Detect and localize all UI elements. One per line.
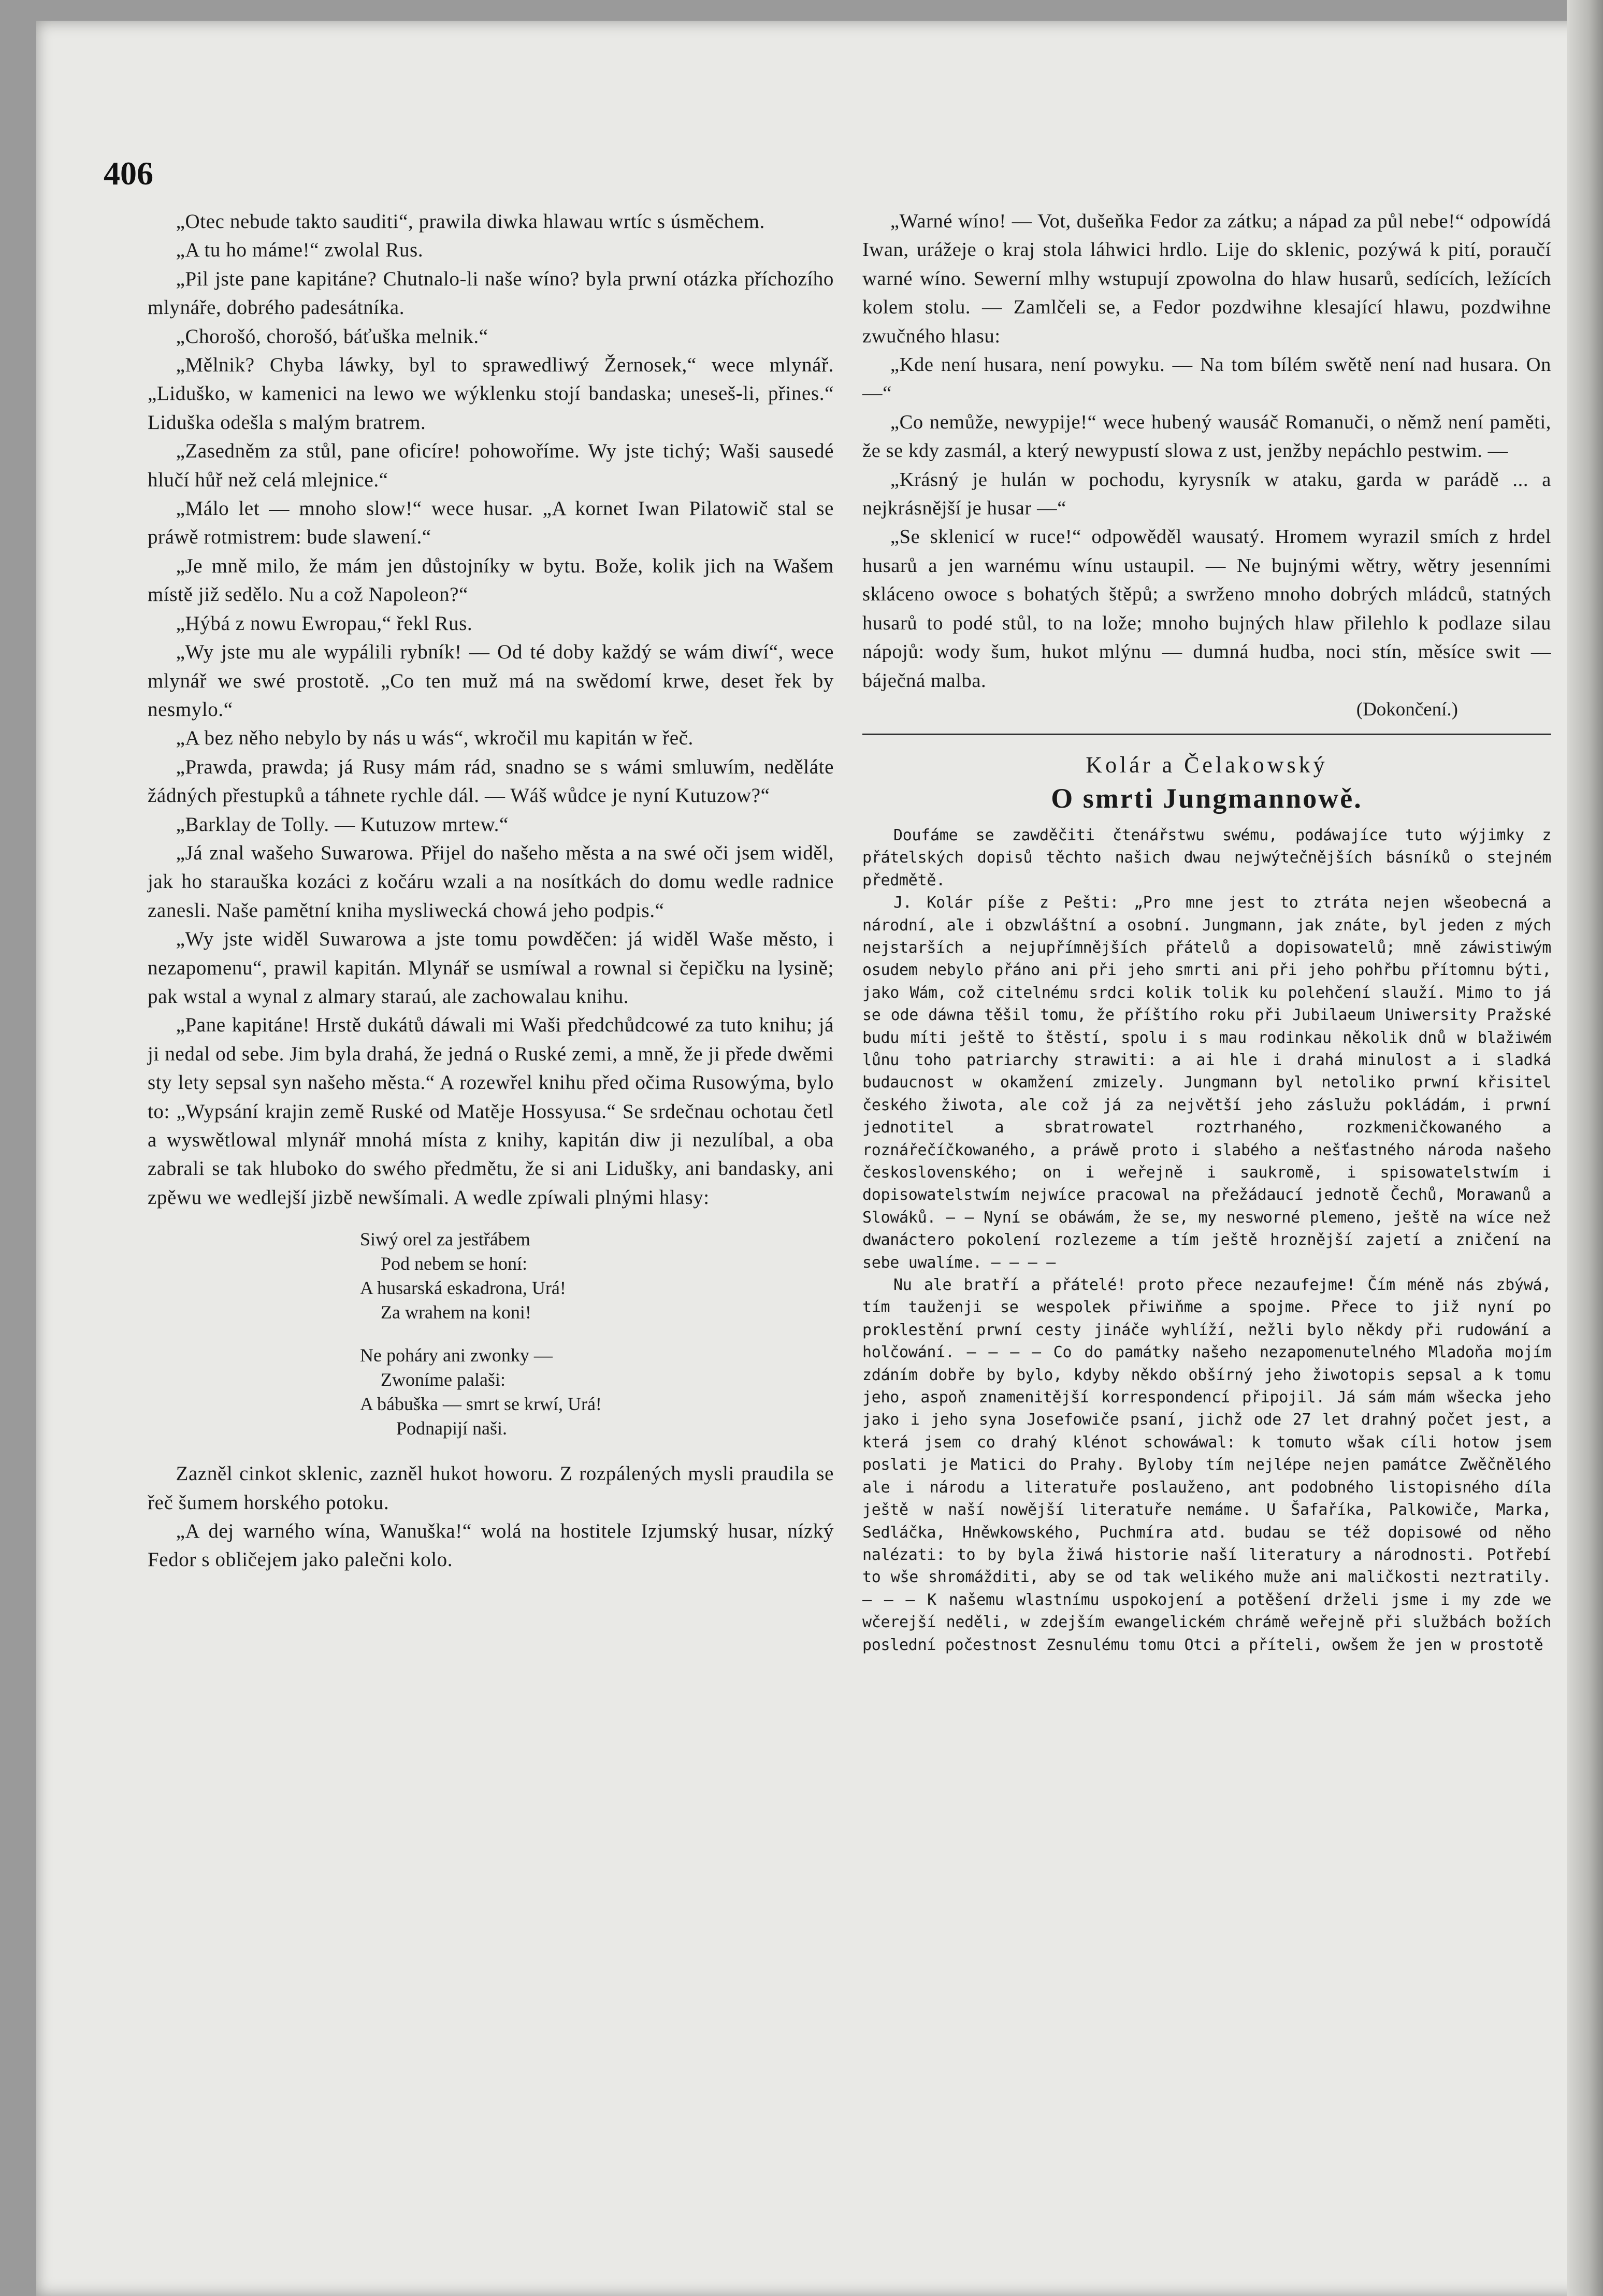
paragraph: Doufáme se zawděčiti čtenářstwu swému, podáwajíce tuto wýjimky z přátelských dopisů těchto našich dwau nejwýtečnějších básníků o stejném předmětě. [862,826,1551,889]
page-edge [1567,0,1603,2296]
poem-stanza [360,1227,834,1325]
poem-line: Ne poháry ani zwonky — [360,1345,553,1366]
left-column [148,207,834,1574]
poem-line: A husarská eskadrona, Urá! [360,1278,566,1299]
article-authors: Kolár a Čelakowský [1086,752,1328,778]
paragraph: „Já znal wašeho Suwarowa. Přijel do našeho města a na swé oči jsem widěl, jak ho starauška kozáci z kočáru wzali a na nosítkách do domu wedle radnice zanesli. Naše pamětní kniha mysliwecká chowá jeho podpis.“ [148,841,834,922]
paragraph: „Prawda, prawda; já Rusy mám rád, snadno se s wámi smluwím, neděláte žádných přestupků a táhnete rychle dál. — Wáš wůdce je nyní Kutuzow?“ [148,755,834,807]
paragraph: „A bez něho nebylo by nás u wás“, wkročil mu kapitán w řeč. [176,727,694,750]
paragraph: „Se sklenicí w ruce!“ odpowěděl wausatý. Hromem wyrazil smích z hrdel husarů a jen warnému wínu ustaupil. — Ne bujnými wětry, wětry jesenními skláceno owoce s bohatých štěpů; a swrženo mnoho dobrých mládců, statných husarů to podé stůl, to na lože; mnoho bujných hlaw přilehlo k podlaze silau nápojů: wody šum, hukot mlýnu — dumná hudba, noci stín, měsíce swit — báječná malba. [862,526,1551,692]
paragraph: „Otec nebude takto sauditi“, prawila diwka hlawau wrtíc s úsměchem. [176,210,765,233]
paragraph: „A dej warného wína, Wanuška!“ wolá na hostitele Izjumský husar, nízký Fedor s obličejem jako palečni kolo. [148,1520,834,1571]
paragraph: Zazněl cinkot sklenic, zazněl hukot howoru. Z rozpálených mysli praudila se řeč šumem horského potoku. [148,1462,834,1514]
page-number: 406 [104,155,153,192]
paragraph: „Málo let — mnoho slow!“ wece husar. „A kornet Iwan Pilatowič stal se práwě rotmistrem: bude slawení.“ [148,497,834,549]
poem-line: Podnapijí naši. [396,1418,507,1439]
paragraph: „Hýbá z nowu Ewropau,“ řekl Rus. [176,612,473,635]
poem-line: Zwoníme palaši: [381,1369,506,1390]
story-ending-note: (Dokončení.) [1356,698,1458,720]
paragraph: „Wy jste mu ale wypálili rybník! — Od té doby každý se wám diwí“, wece mlynář we swé prostotě. „Co ten muž má na swědomí krwe, deset řek by nesmylo.“ [148,641,834,721]
poem-line: Za wrahem na koni! [381,1302,531,1323]
newspaper-page [36,21,1590,2296]
paragraph: „Pil jste pane kapitáne? Chutnalo-li naše wíno? byla prwní otázka příchozího mlynáře, dobrého padesátníka. [148,267,834,319]
paragraph: „Krásný je hulán w pochodu, kyrysník w ataku, garda w parádě ... a nejkrásnější je husar —“ [862,468,1551,520]
right-column [862,207,1551,1656]
section-divider [862,734,1551,735]
paragraph: J. Kolár píše z Pešti: „Pro mne jest to ztráta nejen wšeobecná a národní, ale i obzwláštní a osobní. Jungmann, jak znáte, byl jeden z mých nejstarších a nejupřímnějších přátelů a dopisowatelů; mně záwistiwým osudem nebylo přáno ani při jeho smrti ani při jeho pohřbu přítomnu býti, jako Wám, což citelnému srdci kolik tolik ku polehčení slauží. Mimo to já se ode dáwna těšil tomu, že příštího roku při Jubilaeum Uniwersity Pražské budu míti ještě to štěstí, spolu i s mau rodinkau několik dnů w blažiwém lůnu toho patriarchy strawiti: a ai hle i drahá minulost a i sladká budaucnost w okamžení zmizely. Jungmann byl netoliko prwní křisitel českého žiwota, ale což já za největší jeho záslužu pokládám, i prwní jednotitel a sbratrowatel roztrhaného, rozkmeničkowaného a roznářečíčkowaného, a práwě proto i slabého a nešťastného národa našeho československého; on i weřejně i saukromě, i spisowatelstwím i dopisowatelstwím nejwíce pracowal na přežádaucí jednotě Čechů, Morawanů a Slowáků. — — Nyní se obáwám, že se, my nesworné plemeno, ještě na wíce než dwanáctero pokolení rozlezeme a tím ještě hroznější zajetí a zničení na sebe uwalíme. — — — — [862,894,1551,1272]
article-body [862,824,1551,1656]
paragraph: „Wy jste widěl Suwarowa a jste tomu powděčen: já widěl Waše město, i nezapomenu“, prawil kapitán. Mlynář se usmíwal a rownal si čepičku na lysině; pak wstal a wynal z almary staraú, ale zachowalau knihu. [148,928,834,1008]
paragraph: „Warné wíno! — Vot, dušeňka Fedor za zátku; a nápad za půl nebe!“ odpowídá Iwan, urážeje o kraj stola láhwici hrdlo. Lije do sklenic, pozýwá k pití, poraučí warné wíno. Sewerní mlhy wstupují zpowolna do hlaw husarů, sedících, ležících kolem stolu. — Zamlčeli se, a Fedor pozdwihne klesající hlawu, pozdwihne zwučného hlasu: [862,210,1551,347]
poem-line: Siwý orel za jestřábem [360,1229,530,1250]
paragraph: „Barklay de Tolly. — Kutuzow mrtew.“ [176,813,509,836]
paragraph: Nu ale bratří a přátelé! proto přece nezaufejme! Čím méně nás zbýwá, tím tauženji se wespolek přiwiňme a spojme. Přece to již nyní po proklestění prwní cesty jináče wyhlíží, nežli bylo někdy při rudowání a holčowání. — — — — Co do památky našeho nezapomenutelného Mladoňa mojím zdáním dobře by bylo, kdyby někdo obšírný jeho žiwotopis sepsal a k tomu jeho, aspoň znamenitější korrespondencí připojil. Já sám mám wšecka jeho jako i jeho syna Josefowiče psaní, jichž ode 27 let drahný počet jest, a která jsem co drahý klénot schowáwal: k tomuto wšak cíli hotow jsem poslati je Matici do Prahy. Byloby tím nejlépe nejen památce Zwěčnělého ale i národu a literatuře poslauženo, ant podobného listopisného díla ještě w naší nowější literatuře nemáme. U Šafaříka, Palkowiče, Marka, Sedláčka, Hněwkowského, Puchmíra atd. budau se též dopisowé od něho nalézati: to by byla žiwá historie naší literatury a národnosti. Potřebí to wše shromážditi, aby se od tak welikého muže ani maličkosti neztratily. — — — K našemu wlastnímu uspokojení a potěšení drželi jsme i my zde we wčerejší neděli, w zdejším ewangelickém chrámě weřejně při službách božích poslední počestnost Zesnulému tomu Otci a příteli, owšem že jen w prostotě [862,1276,1551,1654]
poem-line: Pod nebem se honí: [381,1253,527,1274]
paragraph: „Co nemůže, newypije!“ wece hubený wausáč Romanuči, o němž není paměti, že se kdy zasmál, a který newypustí slowa z ust, jenžby nepáchlo pestwim. — [862,411,1551,462]
article-title: O smrti Jungmannowě. [1051,782,1363,814]
paragraph: „Je mně milo, že mám jen důstojníky w bytu. Bože, kolik jich na Wašem místě již sedělo. Nu a což Napoleon?“ [148,554,834,606]
poem [148,1227,834,1441]
poem-line: A bábuška — smrt se krwí, Urá! [360,1394,602,1415]
paragraph: „Kde není husara, není powyku. — Na tom bílém swětě není nad husara. On —“ [862,354,1551,405]
paragraph: „Pane kapitáne! Hrstě dukátů dáwali mi Waši předchůdcowé za tuto knihu; já ji nedal od sebe. Jim byla drahá, že jedná o Ruské zemi, a mně, že ji přede dwěmi sty lety sepsal syn našeho města.“ A rozewřel knihu před očima Rusowýma, bylo to: „Wypsání krajin země Ruské od Matěje Hossyusa.“ Se srdečnau ochotau četl a wyswětlowal mlynář mnohá místa z knihy, kapitán diw ji nezulíbal, a oba zabrali se tak hluboko do swého předmětu, že si ani Lidušky, ani bandasky, ani zpěwu we wedlejší jizbě newšímali. A wedle zpíwali plnými hlasy: [148,1014,834,1209]
paragraph: „A tu ho máme!“ zwolal Rus. [176,239,424,262]
paragraph: „Chorošó, chorošó, báťuška melnik.“ [176,325,488,348]
paragraph: „Zasedněm za stůl, pane oficíre! pohowoříme. Wy jste tichý; Waši sausedé hlučí hůř než celá mlejnice.“ [148,440,834,491]
paragraph: „Mělnik? Chyba láwky, byl to sprawedliwý Žernosek,“ wece mlynář. „Liduško, w kamenici na lewo we wýklenku stojí bandaska; uneseš-li, přines.“ Liduška odešla s malým bratrem. [148,354,834,434]
poem-stanza [360,1343,834,1441]
